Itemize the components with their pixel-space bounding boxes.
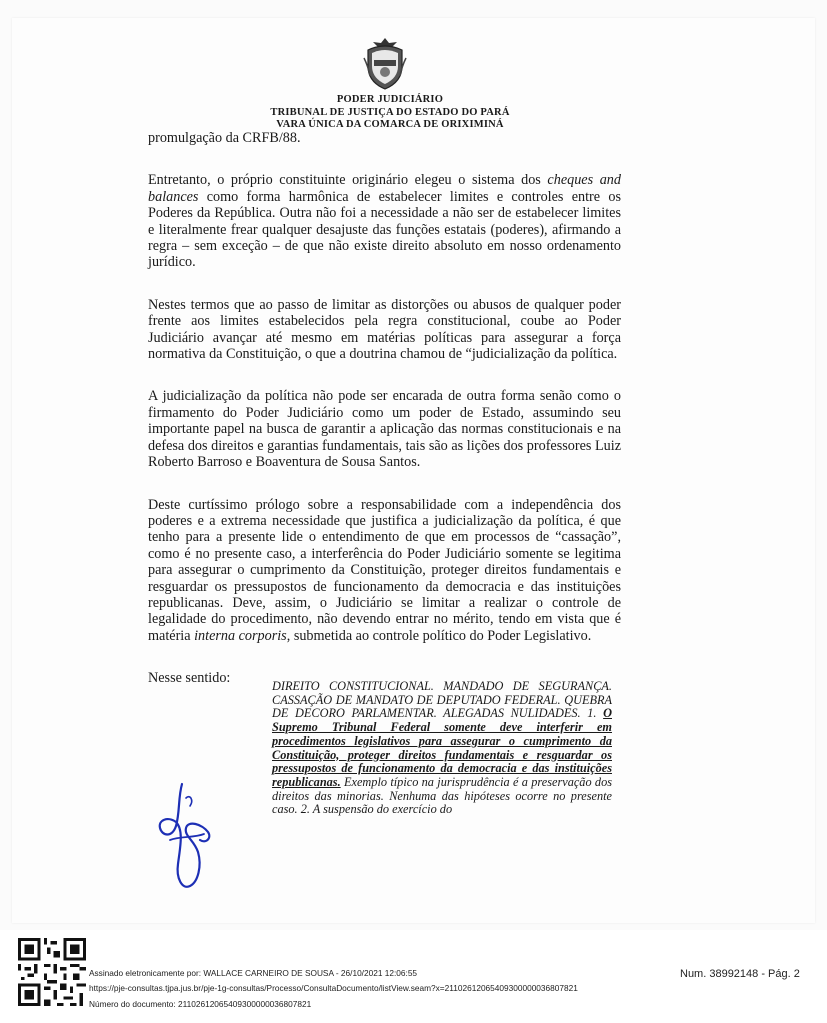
quote-text-b: Exemplo típico na jurisprudência é a preservação dos direitos das minorias. Nenhuma das hipóteses ocorre no presente caso. 2. A suspensão do exercício do: [272, 774, 612, 817]
paragraph-5: Nesse sentido:: [148, 670, 231, 687]
coat-of-arms-icon: [362, 36, 408, 92]
p1-text-b: como forma harmônica de estabelecer limites e controles entre os Poderes da República. Outra não foi a necessidade a não ser de estabelecer limites e literalmente frear qualquer desajuste das funções estatais (poderes), afirmando a regra – sem exceção – de que não existe direito absoluto em nosso ordenamento jurídico.: [148, 188, 621, 271]
header-line-2: TRIBUNAL DE JUSTIÇA DO ESTADO DO PARÁ: [270, 106, 510, 118]
document-number: Número do documento: 21102612065409300000036807821: [89, 998, 312, 1009]
header-line-1: PODER JUDICIÁRIO: [336, 94, 444, 105]
p4-text-a: Deste curtíssimo prólogo sobre a responsabilidade com a independência dos poderes e a extrema necessidade que justifica a judicialização da política, é que tenho para a presente lide o entendimento de que em processos de “cassação”, como é no presente caso, a interferência do Poder Judiciário somente se legitima para assegurar o cumprimento da Constituição, proteger direitos fundamentais e resguardar os pressupostos de funcionamento da democracia e das instituições republicanas. Deve, assim, o Judiciário se limitar a realizar o controle de legalidade do procedimento, não devendo entrar no mérito, tendo em vista que é matéria: [148, 496, 621, 644]
signed-by: Assinado eletronicamente por: WALLACE CARNEIRO DE SOUSA - 26/10/2021 12:06:55: [89, 968, 418, 978]
electronic-signature-info: [89, 966, 578, 1012]
p4-emphasis: interna corporis: [194, 627, 287, 644]
quote-underlined: O Supremo Tribunal Federal somente deve interferir em procedimentos legislativos para assegurar o cumprimento da Constituição, proteger direitos fundamentais e resguardar os pressupostos de funcionamento da democracia e das instituições republicanas.: [272, 706, 612, 789]
paragraph-0: promulgação da CRFB/88.: [148, 130, 301, 146]
paragraph-3: A judicialização da política não pode ser encarada de outra forma senão como o firmamento do Poder Judiciário como um poder de Estado, assumindo seu importante papel na busca de garantir a aplicação das normas constitucionais e na defesa dos direitos e garantias fundamentais, tais são as lições dos professores Luiz Roberto Barroso e Boaventura de Sousa Santos.: [148, 388, 621, 471]
paragraph-2: Nestes termos que ao passo de limitar as distorções ou abusos de qualquer poder frente aos limites estabelecidos pela regra constitucional, coube ao Poder Judiciário avançar até mesmo em matérias políticas para assegurar a força normativa da Constituição, o que a doutrina chamou de “judicialização da política.: [148, 296, 621, 363]
verification-url[interactable]: https://pje-consultas.tjpa.jus.br/pje-1g-consultas/Processo/ConsultaDocumento/listView.seam?x=21102612065409300000036807821: [89, 983, 578, 994]
p1-text-a: Entretanto, o próprio constituinte originário elegeu o sistema dos: [148, 172, 548, 189]
handwritten-signature: [150, 778, 220, 898]
header-line-3: VARA ÚNICA DA COMARCA DE ORIXIMINÁ: [276, 119, 504, 130]
qr-code-icon[interactable]: [18, 938, 86, 1006]
jurisprudence-quote: [272, 680, 612, 817]
quote-text-a: DIREITO CONSTITUCIONAL. MANDADO DE SEGURANÇA. CASSAÇÃO DE MANDATO DE DEPUTADO FEDERAL. QUEBRA DE DECORO PARLAMENTAR. ALEGADAS NULIDADES. 1.: [272, 679, 612, 721]
paragraph-1: [148, 172, 621, 270]
p4-text-b: , submetida ao controle político do Poder Legislativo.: [286, 627, 592, 644]
page-reference: Num. 38992148 - Pág. 2: [680, 968, 800, 980]
paragraph-4: [148, 497, 621, 645]
p1-emphasis: cheques and balances: [148, 172, 621, 205]
court-header: [220, 94, 560, 132]
document-body: [148, 130, 621, 687]
